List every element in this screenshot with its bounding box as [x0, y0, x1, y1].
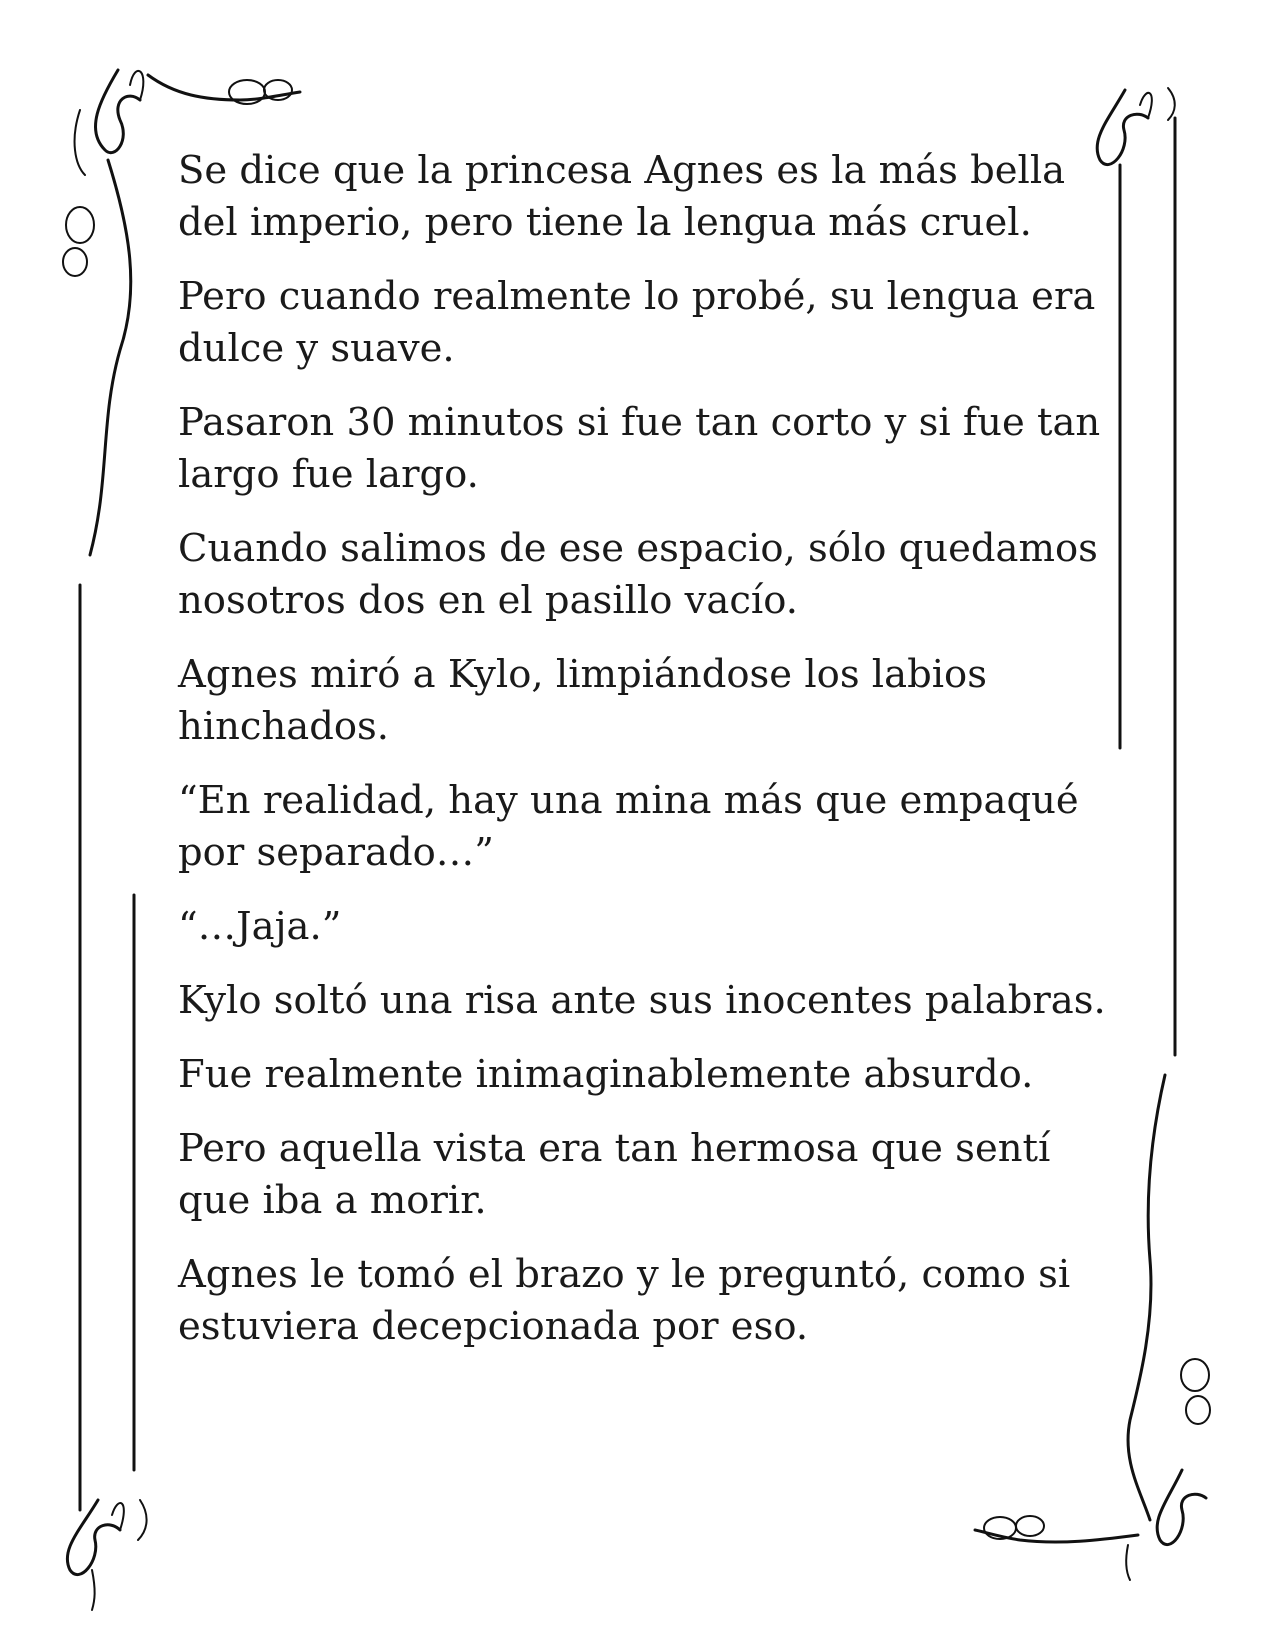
- paragraph: Agnes miró a Kylo, limpiándose los labios hinchados.: [178, 652, 987, 749]
- paragraph: Agnes le tomó el brazo y le preguntó, como si estuviera decepcionada por eso.: [178, 1252, 1071, 1349]
- paragraph: Cuando salimos de ese espacio, sólo quedamos nosotros dos en el pasillo vacío.: [178, 526, 1098, 623]
- paragraph: Pero aquella vista era tan hermosa que sentí que iba a morir.: [178, 1126, 1051, 1223]
- paragraph: Se dice que la princesa Agnes es la más bella del imperio, pero tiene la lengua más cruel.: [178, 148, 1066, 245]
- paragraph: Pasaron 30 minutos si fue tan corto y si fue tan largo fue largo.: [178, 400, 1101, 497]
- paragraph: “…Jaja.”: [178, 904, 342, 949]
- flourish-bottom-left-icon: [67, 1500, 146, 1610]
- story-text: [178, 145, 1118, 1375]
- paragraph: Kylo soltó una risa ante sus inocentes palabras.: [178, 978, 1106, 1023]
- paragraph: “En realidad, hay una mina más que empaqué por separado…”: [178, 778, 1079, 875]
- paragraph: Pero cuando realmente lo probé, su lengua era dulce y suave.: [178, 274, 1096, 371]
- paragraph: Fue realmente inimaginablemente absurdo.: [178, 1052, 1034, 1097]
